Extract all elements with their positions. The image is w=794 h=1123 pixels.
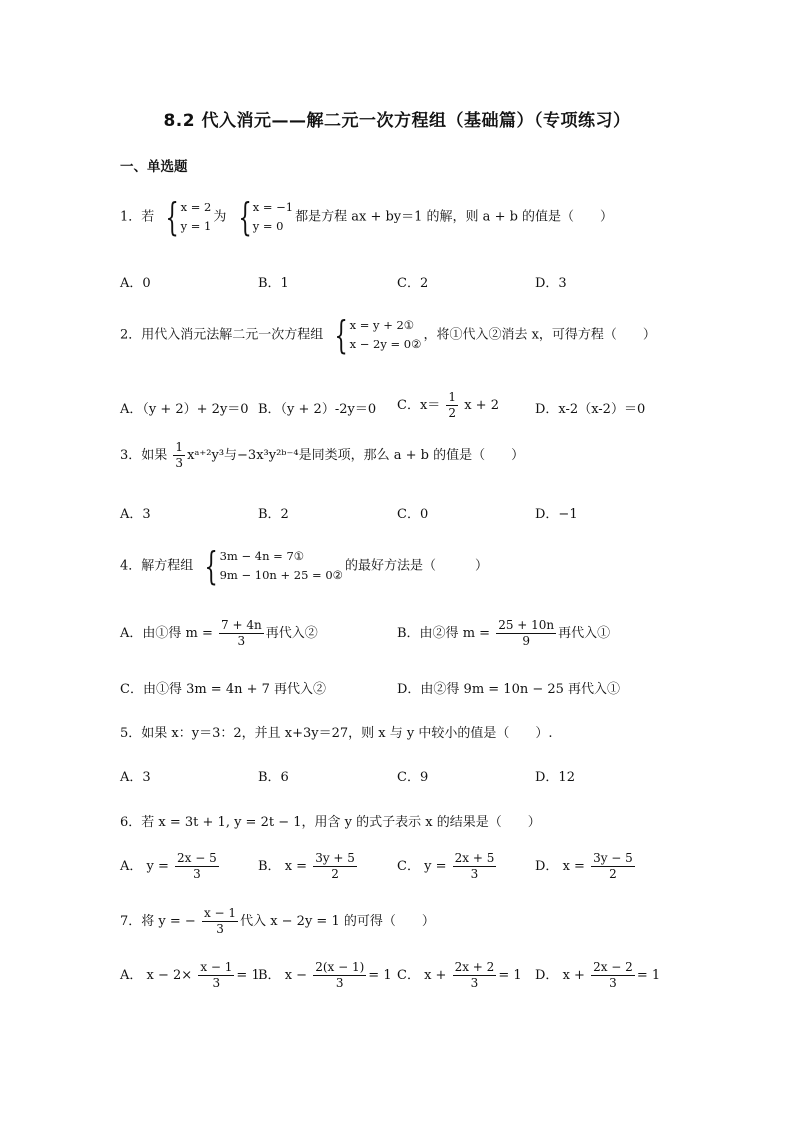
q1-option-d[interactable]: D．3 [535, 276, 567, 291]
option-post: = 1 [368, 968, 392, 983]
page-title: 8.2 代入消元——解二元一次方程组（基础篇）（专项练习） [163, 111, 631, 131]
option-suffix: 再代入② [265, 626, 318, 641]
q2-option-b[interactable]: B．（y + 2）-2y＝0 [258, 402, 377, 417]
system-row-2: 9m − 10n + 25 = 0② [219, 568, 343, 582]
denominator: 3 [609, 976, 617, 990]
denominator: 3 [237, 634, 246, 648]
fraction [313, 851, 357, 882]
denominator: 2 [609, 867, 617, 881]
fraction [453, 851, 497, 882]
question-3-suffix: 是同类项，那么 a + b 的值是（ ） [298, 448, 525, 463]
brace-icon: { [334, 313, 349, 357]
denominator: 2 [331, 867, 339, 881]
denominator: 3 [470, 976, 479, 990]
system-a-row-1: x = 2 [180, 200, 212, 214]
q2-option-a[interactable]: A．（y + 2）+ 2y＝0 [120, 402, 249, 417]
option-pre: x − [284, 968, 308, 983]
question-4-prefix: 4．解方程组 [120, 558, 194, 574]
option-label: D． [535, 968, 559, 983]
fraction [219, 618, 264, 649]
fraction [313, 960, 366, 991]
denominator: 9 [522, 634, 530, 648]
option-post: = 1 [636, 968, 661, 983]
question-2 [120, 313, 656, 357]
q2-option-c[interactable] [397, 390, 499, 421]
q3-option-a[interactable]: A．3 [120, 507, 151, 522]
question-5: 5．如果 x：y＝3：2，并且 x+3y＝27，则 x 与 y 中较小的值是（ ）. [120, 726, 553, 741]
q6-option-d[interactable] [535, 851, 637, 882]
fraction [591, 851, 635, 882]
question-6: 6．若 x = 3t + 1, y = 2t − 1，用含 y 的式子表示 x 的结果是（ ） [120, 815, 541, 830]
numerator: 2(x − 1) [315, 960, 365, 974]
question-3-prefix: 3．如果 [120, 448, 168, 463]
system-a-row-2: y = 1 [180, 219, 212, 233]
option-label: A．由①得 [120, 626, 182, 641]
option-lhs: x = [284, 859, 308, 874]
q7-option-d[interactable] [535, 960, 660, 991]
q3-option-c[interactable]: C．0 [397, 507, 429, 522]
q4-option-d[interactable]: D．由②得 9m = 10n − 25 再代入① [397, 682, 621, 697]
equation-system [329, 313, 422, 357]
numerator: 25 + 10n [498, 618, 555, 632]
fraction [453, 960, 497, 991]
equation-system [199, 544, 343, 588]
option-pre: x + [562, 968, 585, 983]
q3-option-b[interactable]: B．2 [258, 507, 289, 522]
q1-option-a[interactable]: A．0 [120, 276, 151, 291]
q7-option-a[interactable] [120, 960, 260, 991]
q1-option-b[interactable]: B．1 [258, 276, 289, 291]
option-label: C． [397, 968, 420, 983]
option-post: = 1 [498, 968, 522, 983]
numerator: 2x + 2 [454, 960, 495, 974]
q2-option-d[interactable]: D．x-2（x-2）＝0 [535, 402, 646, 417]
question-3 [120, 440, 524, 471]
option-lhs: m = [185, 626, 213, 641]
q2-option-c-tail: x + 2 [464, 398, 499, 413]
q6-option-b[interactable] [258, 851, 359, 882]
option-pre: x − 2× [146, 968, 193, 983]
denominator: 3 [216, 922, 224, 936]
question-3-expression: xᵃ⁺²y³与−3x³y²ᵇ⁻⁴ [187, 448, 299, 463]
brace-icon: { [237, 195, 252, 239]
numerator: 3y − 5 [593, 851, 633, 865]
option-lhs: x = [562, 859, 585, 874]
question-7-prefix: 7．将 [120, 914, 155, 929]
numerator: 2x + 5 [454, 851, 495, 865]
option-label: A． [120, 968, 143, 983]
option-lhs: m = [462, 626, 491, 641]
fraction [173, 440, 185, 471]
option-label: B． [258, 859, 281, 874]
fraction [198, 960, 234, 991]
equation-system-a [160, 195, 212, 239]
system-row-1: x = y + 2① [349, 318, 415, 332]
q4-option-a[interactable] [120, 618, 318, 649]
denominator: 3 [470, 867, 479, 881]
numerator: x − 1 [203, 906, 237, 920]
q6-option-a[interactable] [120, 851, 221, 882]
denominator: 2 [448, 406, 457, 420]
question-2-prefix: 2．用代入消元法解二元一次方程组 [120, 327, 324, 343]
denominator: 3 [212, 976, 221, 990]
question-1 [120, 195, 614, 239]
numerator: 7 + 4n [221, 618, 262, 632]
q5-option-d[interactable]: D．12 [535, 770, 575, 785]
denominator: 3 [193, 867, 201, 881]
option-lhs: y = [424, 859, 447, 874]
q7-option-c[interactable] [397, 960, 522, 991]
question-7 [120, 906, 435, 937]
option-lhs: y = [146, 859, 169, 874]
option-label: D． [535, 859, 559, 874]
q4-option-b[interactable] [397, 618, 610, 649]
q6-option-c[interactable] [397, 851, 498, 882]
fraction [591, 960, 635, 991]
system-row-2: x − 2y = 0② [349, 337, 422, 351]
option-label: B．由②得 [397, 626, 459, 641]
brace-icon: { [204, 544, 219, 588]
equation-system-b [233, 195, 294, 239]
fraction [175, 851, 219, 882]
question-1-prefix: 1．若 [120, 209, 155, 225]
section-heading: 一、单选题 [120, 159, 188, 175]
fraction [446, 390, 458, 421]
system-b-row-1: x = −1 [252, 200, 294, 214]
question-1-mid: 为 [213, 209, 227, 225]
q7-option-b[interactable] [258, 960, 392, 991]
numerator: 2x − 5 [177, 851, 217, 865]
question-4 [120, 544, 488, 588]
option-suffix: 再代入① [558, 626, 611, 641]
denominator: 3 [335, 976, 344, 990]
q5-option-c[interactable]: C．9 [397, 770, 429, 785]
denominator: 3 [175, 456, 184, 470]
fraction [496, 618, 556, 649]
question-4-suffix: 的最好方法是（ ） [344, 558, 488, 574]
question-1-suffix: 都是方程 ax + by＝1 的解，则 a + b 的值是（ ） [295, 209, 614, 225]
option-label: C． [397, 859, 420, 874]
system-b-row-2: y = 0 [252, 219, 284, 233]
numerator: 3y + 5 [315, 851, 355, 865]
question-7-lhs: y = − [158, 914, 196, 929]
numerator: 1 [175, 440, 184, 454]
brace-icon: { [165, 195, 180, 239]
question-2-suffix: ，将①代入②消去 x，可得方程（ ） [423, 327, 656, 343]
q1-option-c[interactable]: C．2 [397, 276, 429, 291]
option-label: B． [258, 968, 281, 983]
system-row-1: 3m − 4n = 7① [219, 549, 305, 563]
option-label: A． [120, 859, 143, 874]
option-post: = 1 [236, 968, 260, 983]
numerator: 1 [448, 390, 457, 404]
q3-option-d[interactable]: D．−1 [535, 507, 578, 522]
numerator: x − 1 [200, 960, 233, 974]
option-pre: x + [424, 968, 447, 983]
q5-option-a[interactable]: A．3 [120, 770, 151, 785]
q2-option-c-label: C．x＝ [397, 398, 441, 413]
q5-option-b[interactable]: B．6 [258, 770, 289, 785]
q4-option-c[interactable]: C．由①得 3m = 4n + 7 再代入② [120, 682, 327, 697]
fraction [202, 906, 238, 937]
question-7-suffix: 代入 x − 2y = 1 的可得（ ） [240, 914, 435, 929]
numerator: 2x − 2 [593, 960, 633, 974]
